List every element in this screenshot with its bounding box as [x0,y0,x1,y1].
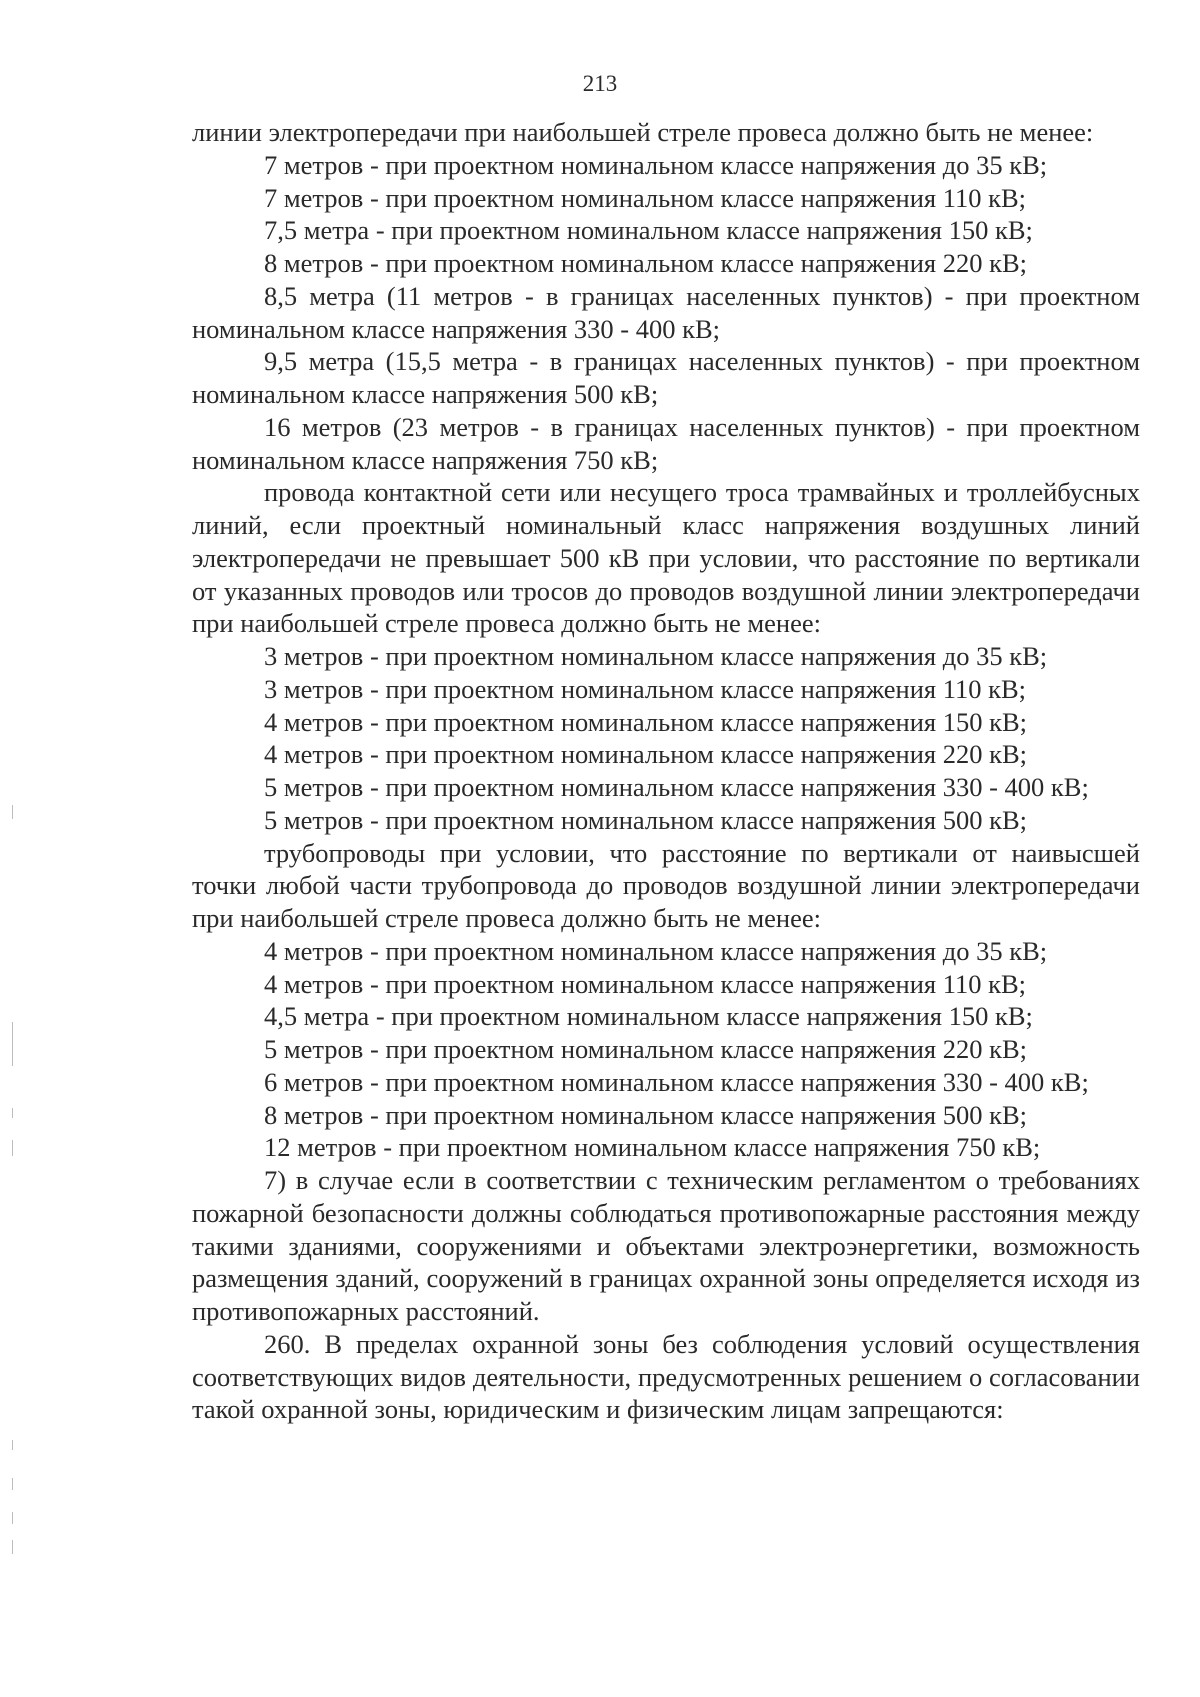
list-item: 4 метров - при проектном номинальном классе напряжения 110 кВ; [264,968,1027,999]
list-item: 4 метров - при проектном номинальном классе напряжения 220 кВ; [264,739,1028,770]
scan-edge-mark [12,1022,13,1066]
list-item: 3 метров - при проектном номинальном классе напряжения 110 кВ; [264,673,1027,704]
list-item: 3 метров - при проектном номинальном классе напряжения до 35 кВ; [264,641,1048,671]
list-item: 6 метров - при проектном номинальном классе напряжения 330 - 400 кВ; [264,1066,1089,1097]
scan-edge-mark [12,1540,13,1554]
scan-edge-mark [12,805,13,819]
scan-edge-mark [12,1108,13,1118]
paragraph: 7) в случае если в соответствии с техническим регламентом о требованиях пожарной безопасности должны соблюдаться противопожарные расстояния между такими зданиями, сооружениями и объектами электроэнергетики, возможность размещения зданий, сооружений в границах охранной зоны определяется исходя из противопожарных расстояний. [192,1165,1140,1326]
scan-edge-mark [12,1140,13,1156]
scan-edge-mark [12,1478,13,1490]
list-item: 12 метров - при проектном номинальном классе напряжения 750 кВ; [264,1132,1041,1163]
page-number: 213 [582,71,618,96]
paragraph: 260. В пределах охранной зоны без соблюдения условий осуществления соответствующих видов деятельности, предусмотренных решением о согласовании такой охранной зоны, юридическим и физическим лицам запрещаются: [192,1328,1140,1425]
paragraph: трубопроводы при условии, что расстояние по вертикали от наивысшей точки любой части трубопровода до проводов воздушной линии электропередачи при наибольшей стреле провеса должно быть не менее: [192,837,1140,933]
list-item: 4,5 метра - при проектном номинальном классе напряжения 150 кВ; [264,1001,1033,1032]
scan-edge-mark [12,1440,13,1450]
paragraph-continuation: линии электропередачи при наибольшей стреле провеса должно быть не менее: [192,117,1094,147]
list-item: 7 метров - при проектном номинальном классе напряжения до 35 кВ; [264,149,1048,180]
list-item: 4 метров - при проектном номинальном классе напряжения до 35 кВ; [264,935,1048,966]
list-item: 8 метров - при проектном номинальном классе напряжения 220 кВ; [264,248,1028,278]
list-item: 8,5 метра (11 метров - в границах населенных пунктов) - при проектном номинальном классе напряжения 330 - 400 кВ; [192,280,1140,344]
list-item: 8 метров - при проектном номинальном классе напряжения 500 кВ; [264,1099,1028,1130]
list-item: 9,5 метра (15,5 метра - в границах населенных пунктов) - при проектном номинальном классе напряжения 500 кВ; [192,346,1140,409]
scan-edge-marks [0,0,60,1697]
paragraph: провода контактной сети или несущего троса трамвайных и троллейбусных линий, если проектный номинальный класс напряжения воздушных линий электропередачи не превышает 500 кВ при условии, что расстояние по вертикали от указанных проводов или тросов до проводов воздушной линии электропередачи при наибольшей стреле провеса должно быть не менее: [192,477,1140,639]
list-item: 7,5 метра - при проектном номинальном классе напряжения 150 кВ; [264,215,1033,246]
list-item: 5 метров - при проектном номинальном классе напряжения 220 кВ; [264,1034,1028,1064]
list-item: 16 метров (23 метров - в границах населенных пунктов) - при проектном номинальном классе напряжения 750 кВ; [192,411,1140,475]
list-item: 5 метров - при проектном номинальном классе напряжения 500 кВ; [264,804,1028,835]
list-item: 5 метров - при проектном номинальном классе напряжения 330 - 400 кВ; [264,772,1089,802]
list-item: 7 метров - при проектном номинальном классе напряжения 110 кВ; [264,182,1027,213]
document-body [192,116,1140,1426]
scan-edge-mark [12,1512,13,1524]
list-item: 4 метров - при проектном номинальном классе напряжения 150 кВ; [264,706,1028,737]
